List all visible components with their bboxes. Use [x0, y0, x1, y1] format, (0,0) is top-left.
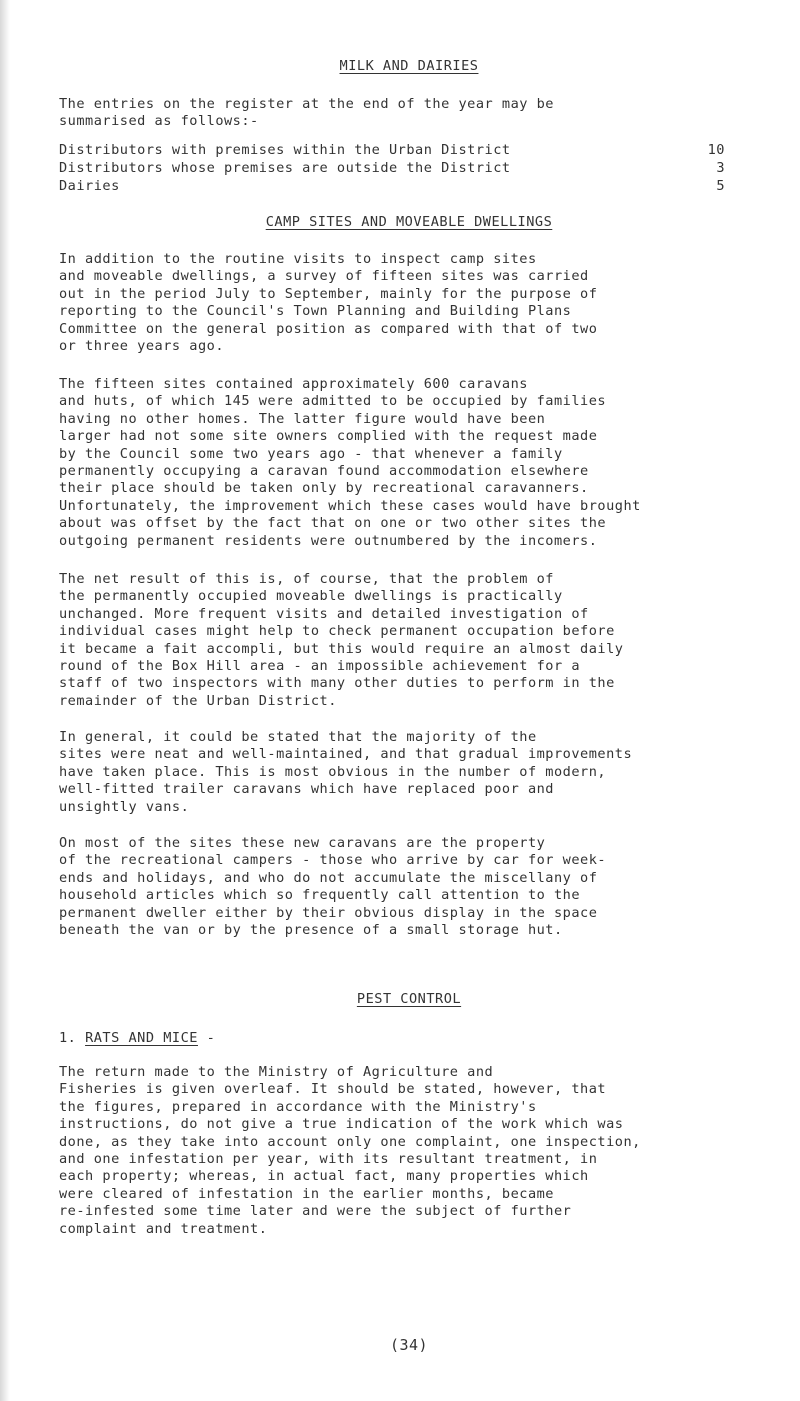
pest-paragraph [59, 1064, 759, 1238]
page-binding-shadow [0, 0, 10, 1401]
register-row-distributors-outside [59, 160, 759, 178]
text-line: On most of the sites these new caravans are the property [59, 835, 546, 851]
page-number: (34) [389, 1336, 429, 1354]
text-line: the figures, prepared in accordance with the Ministry's [59, 1098, 537, 1115]
subheading-number: 1. [59, 1030, 77, 1046]
text-line: Committee on the general position as compared with that of two [59, 320, 598, 337]
register-value: 10 [707, 142, 725, 158]
text-line: well-fitted trailer caravans which have replaced poor and [59, 781, 554, 798]
text-line: have taken place. This is most obvious in the number of modern, [59, 763, 607, 780]
text-line: round of the Box Hill area - an impossible achievement for a [59, 658, 581, 675]
text-line: of the recreational campers - those who arrive by car for week- [59, 852, 607, 869]
text-line: ends and holidays, and who do not accumulate the miscellany of [59, 869, 598, 886]
text-line: summarised as follows:- [59, 113, 259, 130]
text-line: having no other homes. The latter figure would have been [59, 410, 546, 427]
camp-paragraph-3 [59, 571, 759, 710]
text-line: Fisheries is given overleaf. It should be stated, however, that [59, 1081, 607, 1098]
text-line: staff of two inspectors with many other duties to perform in the [59, 675, 615, 692]
register-value: 3 [716, 160, 725, 176]
text-line: remainder of the Urban District. [59, 692, 337, 709]
text-line: their place should be taken only by recreational caravanners. [59, 480, 589, 497]
text-line: out in the period July to September, mainly for the purpose of [59, 285, 598, 302]
text-line: each property; whereas, in actual fact, many properties which [59, 1168, 589, 1185]
register-row-dairies [59, 178, 759, 196]
subheading-dash: - [206, 1030, 216, 1046]
register-value: 5 [716, 178, 725, 194]
text-line: by the Council some two years ago - that whenever a family [59, 445, 563, 462]
text-line: The net result of this is, of course, that the problem of [59, 571, 554, 587]
text-line: beneath the van or by the presence of a small storage hut. [59, 922, 563, 939]
register-row-distributors-within [59, 142, 759, 160]
text-line: permanently occupying a caravan found accommodation elsewhere [59, 463, 589, 480]
text-line: larger had not some site owners complied with the request made [59, 428, 598, 445]
milk-dairies-heading: MILK AND DAIRIES [339, 58, 479, 74]
text-line: about was offset by the fact that on one or two other sites the [59, 515, 607, 532]
text-line: it became a fait accompli, but this would require an almost daily [59, 640, 624, 657]
camp-paragraph-5 [59, 835, 759, 939]
milk-intro-paragraph [59, 96, 759, 131]
text-line: the permanently occupied moveable dwellings is practically [59, 588, 563, 605]
text-line: or three years ago. [59, 338, 224, 355]
text-line: The fifteen sites contained approximately 600 caravans [59, 376, 528, 392]
text-line: were cleared of infestation in the earlier months, became [59, 1185, 554, 1202]
camp-paragraph-1 [59, 251, 759, 355]
text-line: unchanged. More frequent visits and detailed investigation of [59, 605, 589, 622]
text-line: and huts, of which 145 were admitted to be occupied by families [59, 393, 607, 410]
text-line: The entries on the register at the end of the year may be [59, 96, 554, 112]
register-label: Distributors with premises within the Urban District [59, 142, 511, 158]
text-line: and one infestation per year, with its resultant treatment, in [59, 1151, 598, 1168]
pest-control-heading: PEST CONTROL [356, 991, 462, 1007]
text-line: outgoing permanent residents were outnumbered by the incomers. [59, 532, 598, 549]
text-line: Unfortunately, the improvement which these cases would have brought [59, 497, 641, 514]
text-line: In addition to the routine visits to inspect camp sites [59, 251, 537, 267]
text-line: individual cases might help to check permanent occupation before [59, 623, 615, 640]
text-line: and moveable dwellings, a survey of fifteen sites was carried [59, 268, 589, 285]
text-line: household articles which so frequently call attention to the [59, 887, 581, 904]
rats-mice-subheading [59, 1030, 215, 1046]
text-line: permanent dweller either by their obvious display in the space [59, 904, 598, 921]
register-label: Distributors whose premises are outside the District [59, 160, 511, 176]
text-line: done, as they take into account only one complaint, one inspection, [59, 1133, 641, 1150]
text-line: complaint and treatment. [59, 1220, 268, 1237]
camp-sites-heading: CAMP SITES AND MOVEABLE DWELLINGS [265, 214, 553, 230]
register-label: Dairies [59, 178, 120, 194]
text-line: unsightly vans. [59, 798, 190, 815]
text-line: In general, it could be stated that the majority of the [59, 729, 537, 745]
text-line: instructions, do not give a true indication of the work which was [59, 1116, 624, 1133]
camp-paragraph-2 [59, 376, 759, 550]
text-line: re-infested some time later and were the subject of further [59, 1203, 572, 1220]
text-line: The return made to the Ministry of Agriculture and [59, 1064, 494, 1080]
subheading-title: RATS AND MICE [85, 1030, 198, 1046]
text-line: sites were neat and well-maintained, and that gradual improvements [59, 746, 633, 763]
text-line: reporting to the Council's Town Planning and Building Plans [59, 303, 572, 320]
camp-paragraph-4 [59, 729, 759, 816]
